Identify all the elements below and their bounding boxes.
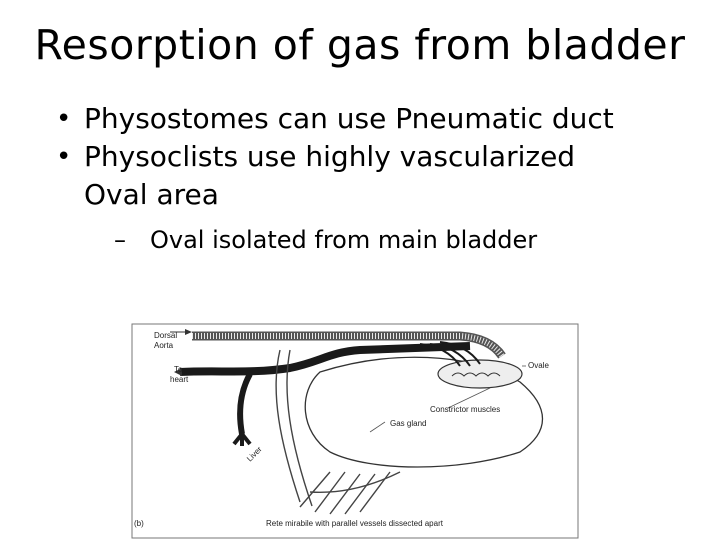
bullet-dot: • [56, 104, 72, 134]
sub-bullet-dash: – [114, 226, 126, 254]
sub-bullet-item [114, 224, 692, 256]
ovale-shape [438, 360, 522, 388]
label-to: To [174, 365, 183, 374]
label-panel: (b) [134, 519, 144, 528]
label-constrictor: Constrictor muscles [430, 405, 501, 414]
slide-title: Resorption of gas from bladder [34, 21, 686, 69]
figure-caption: Rete mirabile with parallel vessels dissected apart [266, 519, 443, 528]
bullet-list [52, 100, 692, 256]
label-heart: heart [170, 375, 189, 384]
bullet-dot: • [56, 142, 72, 172]
label-dorsal: Dorsal [154, 331, 178, 340]
label-ovale: Ovale [528, 361, 549, 370]
bullet-item [52, 100, 692, 138]
sub-bullet-text: Oval isolated from main bladder [150, 226, 538, 254]
bullet-text: Physostomes can use Pneumatic duct [84, 102, 614, 135]
label-gas-gland: Gas gland [390, 419, 427, 428]
bullet-text-line2: Oval area [84, 178, 219, 211]
label-aorta: Aorta [154, 341, 174, 350]
bullet-item [52, 138, 692, 214]
bullet-text-line1: Physoclists use highly vascularized [84, 140, 576, 173]
diagram-svg [130, 322, 582, 540]
swim-bladder-diagram [130, 322, 582, 540]
label-liver: Liver [245, 444, 264, 464]
